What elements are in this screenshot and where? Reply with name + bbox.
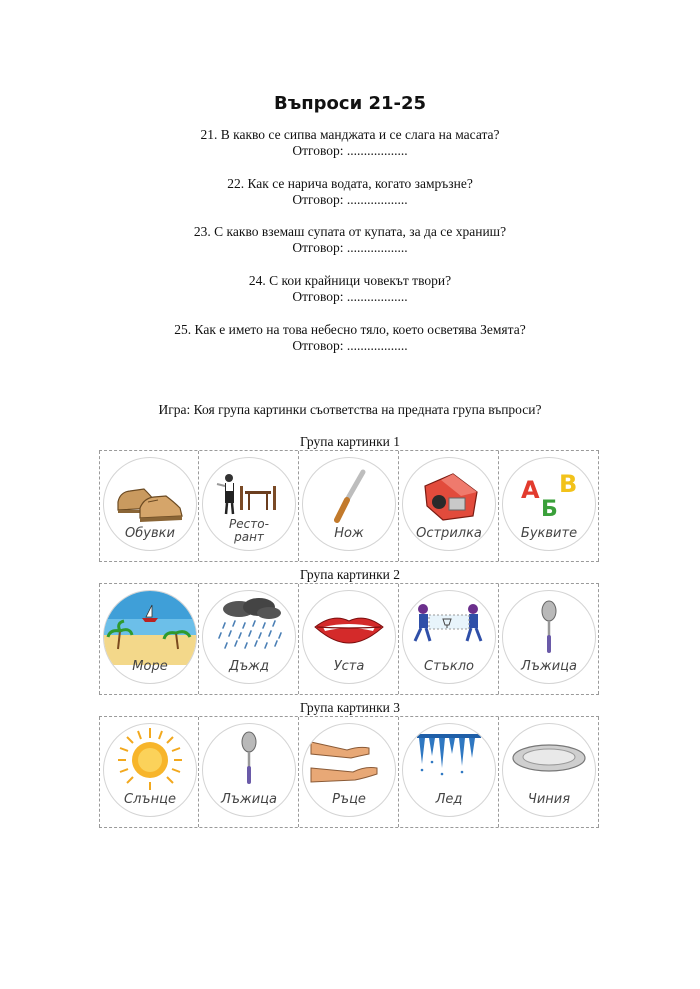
card-label: Буквите xyxy=(520,526,578,541)
picture-card xyxy=(499,717,599,827)
picture-group-1 xyxy=(99,450,599,562)
card-label: Лъжица xyxy=(521,659,577,674)
card-label: Чиния xyxy=(527,792,571,807)
game-prompt: Игра: Коя група картинки съответства на предната група въпроси? xyxy=(158,402,542,417)
card-label: Обувки xyxy=(125,526,175,541)
question-25 xyxy=(0,322,700,354)
picture-card xyxy=(499,584,599,694)
card-label-line-2: рант xyxy=(234,530,264,544)
question-text: 24. С кои крайници човекът твори? xyxy=(248,273,452,288)
group-2-label: Група картинки 2 xyxy=(299,567,401,582)
card-label: Слънце xyxy=(124,792,176,807)
picture-card xyxy=(99,584,199,694)
card-label: Нож xyxy=(334,526,364,541)
group-3-label: Група картинки 3 xyxy=(299,700,401,715)
picture-group-2 xyxy=(99,583,599,695)
question-24 xyxy=(0,273,700,305)
question-text: 21. В какво се сипва манджата и се слага на масата? xyxy=(200,127,500,142)
question-text: 25. Как е името на това небесно тяло, което осветява Земята? xyxy=(174,322,526,337)
answer-line: Отговор: .................. xyxy=(292,192,408,207)
picture-card xyxy=(399,584,499,694)
card-label: Уста xyxy=(333,659,365,674)
picture-card xyxy=(399,451,499,561)
picture-card xyxy=(199,451,299,561)
picture-card xyxy=(99,451,199,561)
picture-card xyxy=(399,717,499,827)
question-22 xyxy=(0,176,700,208)
card-label: Лъжица xyxy=(221,792,277,807)
question-text: 23. С какво вземаш супата от купата, за да се храниш? xyxy=(193,224,507,239)
picture-card xyxy=(199,717,299,827)
card-label: Стъкло xyxy=(424,659,474,674)
letter-b: Б xyxy=(541,497,558,522)
card-label: Острилка xyxy=(416,526,482,541)
picture-group-3 xyxy=(99,716,599,828)
question-21 xyxy=(0,127,700,159)
card-label: Лед xyxy=(435,792,463,807)
answer-line: Отговор: .................. xyxy=(292,338,408,353)
answer-line: Отговор: .................. xyxy=(292,289,408,304)
picture-card xyxy=(299,584,399,694)
card-label xyxy=(203,518,295,544)
card-label: Море xyxy=(132,659,168,674)
card-label: Дъжд xyxy=(228,659,270,674)
page-title: Въпроси 21-25 xyxy=(273,93,427,114)
picture-card xyxy=(299,451,399,561)
letter-v: В xyxy=(559,470,578,498)
answer-line: Отговор: .................. xyxy=(292,143,408,158)
picture-card xyxy=(199,584,299,694)
picture-card xyxy=(499,451,599,561)
picture-card xyxy=(99,717,199,827)
letter-a: А xyxy=(521,476,540,504)
answer-line: Отговор: .................. xyxy=(292,240,408,255)
picture-card xyxy=(299,717,399,827)
question-text: 22. Как се нарича водата, когато замръзне? xyxy=(227,176,473,191)
card-label-line-1: Ресто- xyxy=(229,517,269,531)
card-label: Ръце xyxy=(332,792,366,807)
question-23 xyxy=(0,224,700,256)
group-1-label: Група картинки 1 xyxy=(299,434,401,449)
